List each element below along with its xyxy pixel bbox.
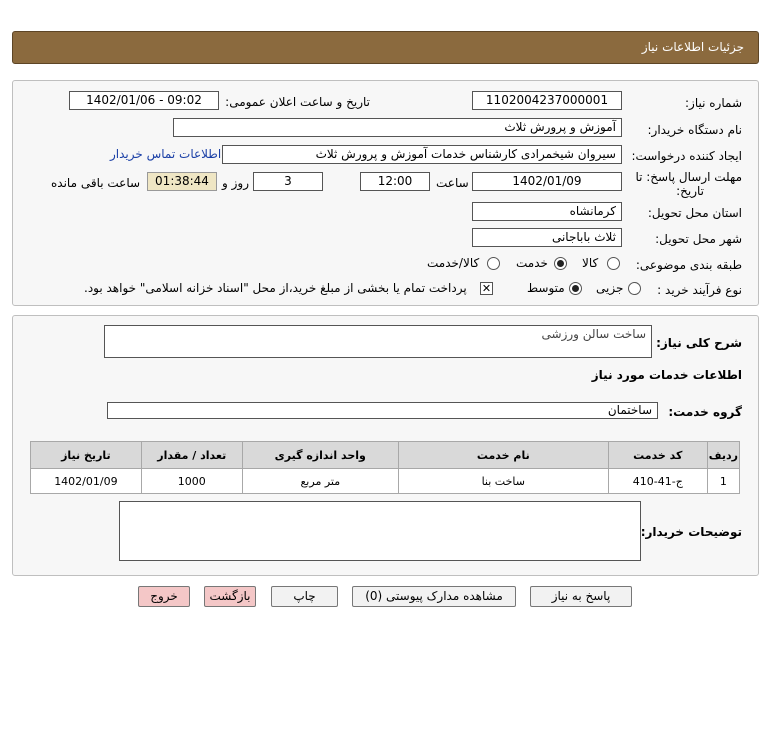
col-service-name: نام خدمت [398, 442, 608, 469]
creator-field: سیروان شیخمرادی کارشناس خدمات آموزش و پرورش ثلاث [222, 145, 622, 164]
col-row-number: ردیف [707, 442, 739, 469]
creator-label: ایجاد کننده درخواست: [631, 149, 742, 163]
province-label: استان محل تحویل: [647, 206, 742, 220]
summary-field: ساخت سالن ورزشی [104, 325, 652, 358]
category-option-goods: کالا [582, 256, 599, 270]
buyer-org-label: نام دستگاه خریدار: [647, 123, 742, 137]
deadline-time-field: 12:00 [360, 172, 430, 191]
remaining-time-field: 01:38:44 [147, 172, 217, 191]
cell-unit: متر مربع [242, 469, 398, 494]
cell-need-date: 1402/01/09 [31, 469, 142, 494]
cell-row-number: 1 [707, 469, 739, 494]
category-label: طبقه بندی موضوعی: [635, 258, 742, 272]
city-field: ثلاث باباجانی [472, 228, 622, 247]
buyer-org-field: آموزش و پرورش ثلاث [173, 118, 622, 137]
buyer-notes-label: توضیحات خریدار: [640, 525, 742, 539]
print-button[interactable]: چاپ [271, 586, 338, 607]
need-number-label: شماره نیاز: [685, 96, 742, 110]
table-header-row [31, 442, 740, 469]
col-quantity: تعداد / مقدار [141, 442, 242, 469]
view-attachments-button[interactable]: مشاهده مدارک پیوستی (0) [352, 586, 516, 607]
province-field: کرمانشاه [472, 202, 622, 221]
reply-button[interactable]: پاسخ به نیاز [530, 586, 632, 607]
category-option-service: خدمت [516, 256, 548, 270]
col-need-date: تاریخ نیاز [31, 442, 142, 469]
deadline-time-label: ساعت [436, 176, 469, 190]
summary-label: شرح کلی نیاز: [656, 336, 742, 350]
buyer-notes-field [119, 501, 641, 561]
service-group-label: گروه خدمت: [668, 405, 742, 419]
col-unit: واحد اندازه گیری [242, 442, 398, 469]
process-label: نوع فرآیند خرید : [657, 283, 742, 297]
services-table [30, 441, 740, 494]
table-row [31, 469, 740, 494]
announce-label: تاریخ و ساعت اعلان عمومی: [225, 95, 370, 109]
need-info-panel [12, 80, 759, 306]
category-radio-goods[interactable] [607, 257, 620, 270]
exit-button[interactable]: خروج [138, 586, 190, 607]
process-radio-minor[interactable] [628, 282, 641, 295]
category-option-goods-service: کالا/خدمت [427, 256, 480, 270]
deadline-label-date: تاریخ: [676, 184, 704, 198]
buyer-contact-link[interactable]: اطلاعات تماس خریدار [110, 147, 222, 161]
process-option-minor: جزیی [596, 281, 624, 295]
deadline-label: مهلت ارسال پاسخ: تا [635, 170, 742, 184]
announce-datetime-field: 1402/01/06 - 09:02 [69, 91, 219, 110]
need-number-field: 1102004237000001 [472, 91, 622, 110]
city-label: شهر محل تحویل: [655, 232, 742, 246]
days-field: 3 [253, 172, 323, 191]
treasury-payment-note: پرداخت تمام یا بخشی از مبلغ خرید،از محل "اسناد خزانه اسلامی" خواهد بود. [84, 281, 467, 295]
col-service-code: کد خدمت [608, 442, 707, 469]
cell-service-name: ساخت بنا [398, 469, 608, 494]
deadline-date-field: 1402/01/09 [472, 172, 622, 191]
cell-quantity: 1000 [141, 469, 242, 494]
category-radio-service[interactable] [554, 257, 567, 270]
page-title: جزئیات اطلاعات نیاز [641, 40, 744, 54]
page-header [12, 31, 759, 64]
treasury-payment-checkbox[interactable]: ✕ [481, 282, 492, 295]
services-heading: اطلاعات خدمات مورد نیاز [591, 368, 742, 382]
process-radio-medium[interactable] [569, 282, 582, 295]
remaining-label: ساعت باقی مانده [51, 176, 141, 190]
days-label: روز و [222, 176, 249, 190]
service-group-field: ساختمان [107, 402, 658, 419]
cell-service-code: ج-41-410 [608, 469, 707, 494]
process-option-medium: متوسط [527, 281, 565, 295]
category-radio-goods-service[interactable] [487, 257, 500, 270]
back-button[interactable]: بازگشت [204, 586, 256, 607]
